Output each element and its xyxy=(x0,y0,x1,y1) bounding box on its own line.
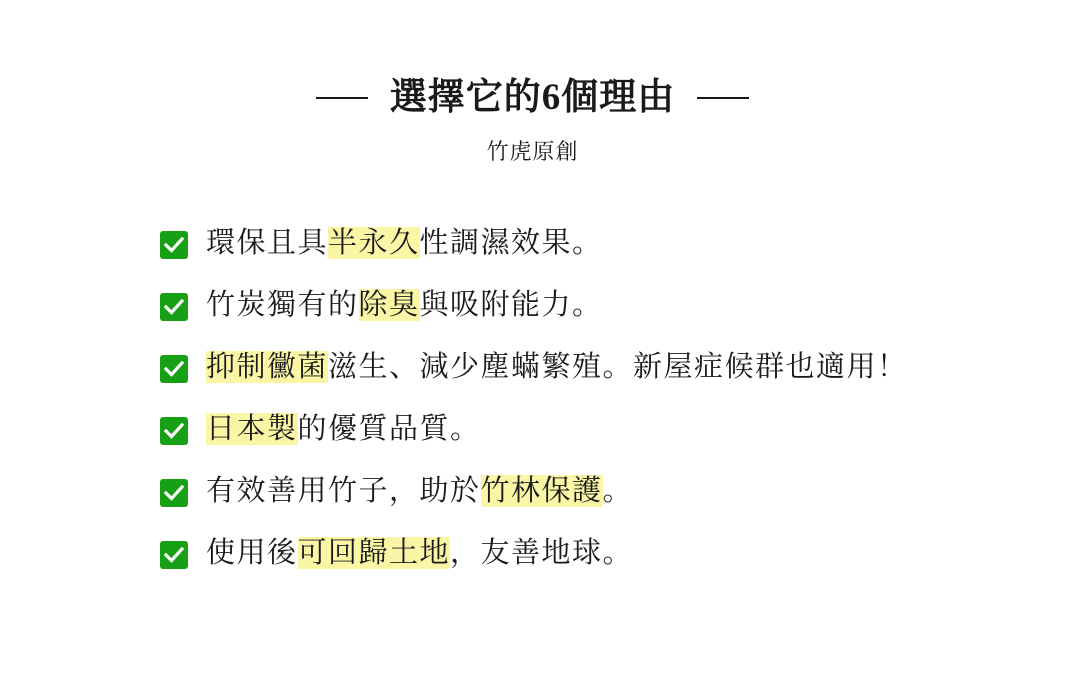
list-item-text xyxy=(206,284,603,326)
document-header xyxy=(0,0,1065,166)
item-text-post: 的優質品質。 xyxy=(297,412,481,445)
reasons-list xyxy=(0,222,1065,574)
check-icon xyxy=(160,231,188,259)
list-item xyxy=(160,532,1065,574)
item-text-highlight: 可回歸土地 xyxy=(297,536,451,569)
item-text-pre: 有效善用竹子，助於 xyxy=(206,474,481,507)
item-text-highlight: 抑制黴菌 xyxy=(206,350,329,383)
right-rule-icon xyxy=(697,97,749,99)
item-text-post: 滋生、減少塵蟎繁殖。新屋症候群也適用！ xyxy=(328,350,908,383)
list-item xyxy=(160,408,1065,450)
check-icon xyxy=(160,355,188,383)
item-text-pre: 使用後 xyxy=(206,536,298,569)
item-text-post: 性調濕效果。 xyxy=(419,226,603,259)
check-icon xyxy=(160,293,188,321)
list-item xyxy=(160,470,1065,512)
item-text-highlight: 半永久 xyxy=(328,226,420,259)
list-item-text xyxy=(206,408,481,450)
list-item xyxy=(160,346,1065,388)
item-text-post: 。 xyxy=(602,474,634,507)
item-text-pre: 環保且具 xyxy=(206,226,329,259)
item-text-post: ，友善地球。 xyxy=(450,536,634,569)
list-item-text xyxy=(206,346,908,388)
item-text-pre: 竹炭獨有的 xyxy=(206,288,359,321)
list-item-text xyxy=(206,222,603,264)
list-item-text xyxy=(206,532,633,574)
page-title: 選擇它的6個理由 xyxy=(389,77,676,118)
list-item xyxy=(160,222,1065,264)
list-item-text xyxy=(206,470,633,512)
check-icon xyxy=(160,417,188,445)
title-row xyxy=(0,78,1065,119)
page-subtitle: 竹虎原創 xyxy=(486,138,579,164)
check-icon xyxy=(160,479,188,507)
item-text-post: 與吸附能力。 xyxy=(419,288,603,321)
item-text-highlight: 除臭 xyxy=(358,288,420,321)
left-rule-icon xyxy=(316,97,368,99)
list-item xyxy=(160,284,1065,326)
item-text-highlight: 竹林保護 xyxy=(480,474,603,507)
item-text-highlight: 日本製 xyxy=(206,412,298,445)
check-icon xyxy=(160,541,188,569)
